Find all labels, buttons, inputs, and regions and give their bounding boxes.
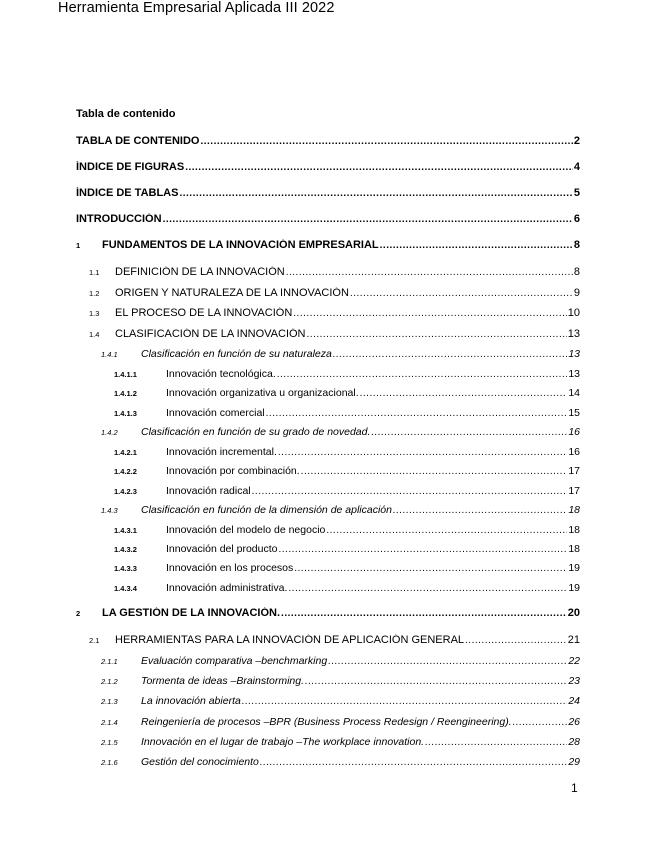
toc-entry-page: 5 <box>573 187 580 199</box>
toc-dot-leader <box>326 525 567 536</box>
toc-dot-leader <box>360 388 568 399</box>
toc-entry-title: Reingeniería de procesos –BPR (Business Process Redesign / Reengineering). <box>141 716 512 728</box>
toc-dot-leader <box>260 757 567 768</box>
toc-dot-leader <box>293 308 566 319</box>
toc-entry[interactable] <box>114 368 580 380</box>
toc-dot-leader <box>301 466 568 477</box>
toc-dot-leader <box>163 214 573 225</box>
toc-entry-number: 1 <box>76 241 81 250</box>
toc-entry[interactable] <box>114 582 580 594</box>
toc-entry-number: 1.4.3.3 <box>114 564 137 573</box>
toc-entry-title: Tormenta de ideas –Brainstorming. <box>141 675 305 687</box>
toc-entry-page: 16 <box>568 446 580 458</box>
toc-entry[interactable] <box>114 562 580 574</box>
toc-entry-page: 8 <box>573 266 580 278</box>
toc-entry[interactable] <box>101 716 580 728</box>
toc-entry-title: CLASIFICACIÓN DE LA INNOVACIÓN <box>115 328 306 340</box>
toc-entry-number: 1.4.3.4 <box>114 584 137 593</box>
toc-entry[interactable] <box>76 135 580 147</box>
toc-entry-page: 14 <box>568 387 580 399</box>
toc-dot-leader <box>305 676 567 687</box>
toc-dot-leader <box>294 563 567 574</box>
toc-entry-number: 1.4.2.2 <box>114 467 137 476</box>
toc-entry-page: 13 <box>568 348 580 360</box>
toc-entry[interactable] <box>89 266 580 278</box>
toc-entry-title: ORIGEN Y NATURALEZA DE LA INNOVACIÓN <box>115 287 349 299</box>
toc-entry[interactable] <box>76 213 580 225</box>
toc-entry-title: Innovación administrativa. <box>166 582 288 594</box>
toc-entry[interactable] <box>101 504 580 516</box>
toc-entry-title: Clasificación en función de su grado de novedad. <box>141 426 371 438</box>
toc-dot-leader <box>333 349 567 360</box>
toc-entry[interactable] <box>101 426 580 438</box>
toc-dot-leader <box>200 136 572 147</box>
running-header: Herramienta Empresarial Aplicada III 2022 <box>58 0 335 16</box>
toc-dot-leader <box>281 608 567 619</box>
toc-entry-page: 21 <box>567 634 580 646</box>
toc-entry-number: 1.4.2.3 <box>114 487 137 496</box>
toc-entry[interactable] <box>114 387 580 399</box>
toc-dot-leader <box>307 329 567 340</box>
toc-entry-number: 2.1 <box>89 636 100 645</box>
toc-entry-number: 2.1.2 <box>101 677 118 686</box>
toc-entry-page: 20 <box>567 607 580 619</box>
toc-entry-title: Innovación del producto <box>166 543 278 555</box>
toc-entry-number: 1.4 <box>89 330 100 339</box>
toc-entry-title: Innovación del modelo de negocio <box>166 524 326 536</box>
toc-entry[interactable] <box>101 348 580 360</box>
toc-entry-title: Innovación organizativa u organizacional. <box>166 387 359 399</box>
toc-entry-page: 18 <box>568 524 580 536</box>
toc-entry-page: 17 <box>568 485 580 497</box>
toc-entry-number: 2.1.3 <box>101 697 118 706</box>
toc-entry-page: 8 <box>573 239 580 251</box>
toc-entry-title: TABLA DE CONTENIDO <box>76 135 200 147</box>
toc-entry-title: Innovación tecnológica. <box>166 368 276 380</box>
toc-entry-title: EL PROCESO DE LA INNOVACIÓN <box>115 307 293 319</box>
toc-entry-title: Evaluación comparativa –benchmarking <box>141 655 328 667</box>
toc-entry-page: 23 <box>568 675 580 687</box>
toc-entry-page: 9 <box>573 287 580 299</box>
toc-dot-leader <box>279 544 568 555</box>
toc-entry[interactable] <box>114 446 580 458</box>
toc-dot-leader <box>179 188 572 199</box>
toc-entry-number: 2.1.4 <box>101 718 118 727</box>
toc-entry-page: 15 <box>568 407 580 419</box>
toc-entry-title: FUNDAMENTOS DE LA INNOVACIÓN EMPRESARIAL <box>102 239 379 251</box>
toc-dot-leader <box>380 240 573 251</box>
toc-entry[interactable] <box>76 239 580 251</box>
toc-entry-number: 1.4.3.1 <box>114 526 137 535</box>
toc-entry[interactable] <box>101 675 580 687</box>
toc-entry[interactable] <box>114 524 580 536</box>
toc-entry-page: 2 <box>573 135 580 147</box>
toc-entry[interactable] <box>114 543 580 555</box>
toc-entry[interactable] <box>89 307 580 319</box>
toc-entry-page: 18 <box>568 504 580 516</box>
toc-entry-page: 19 <box>568 582 580 594</box>
toc-dot-leader <box>425 737 567 748</box>
toc-entry-title: Innovación en el lugar de trabajo –The workplace innovation. <box>141 736 425 748</box>
toc-dot-leader <box>513 717 568 728</box>
toc-dot-leader <box>288 583 567 594</box>
toc-entry-page: 4 <box>573 161 580 173</box>
toc-entry-title: La innovación abierta <box>141 695 241 707</box>
toc-entry[interactable] <box>114 407 580 419</box>
toc-entry-page: 17 <box>568 465 580 477</box>
toc-entry[interactable] <box>101 655 580 667</box>
toc-entry-number: 2.1.1 <box>101 657 118 666</box>
toc-entry-page: 28 <box>568 736 580 748</box>
toc-entry[interactable] <box>89 287 580 299</box>
toc-entry-title: Clasificación en función de su naturaleza <box>141 348 332 360</box>
toc-entry-number: 1.2 <box>89 289 100 298</box>
toc-entry-title: Innovación en los procesos <box>166 562 294 574</box>
toc-entry-page: 29 <box>568 756 580 768</box>
toc-entry-number: 2.1.5 <box>101 738 118 747</box>
toc-entry-page: 18 <box>568 543 580 555</box>
toc-entry-number: 2.1.6 <box>101 758 118 767</box>
toc-entry[interactable] <box>114 465 580 477</box>
toc-entry-title: HERRAMIENTAS PARA LA INNOVACIÓN DE APLICACIÓN GENERAL <box>115 634 465 646</box>
page-number: 1 <box>571 781 578 795</box>
toc-entry-title: Innovación comercial <box>166 407 265 419</box>
toc-entry-page: 22 <box>568 655 580 667</box>
toc-entry[interactable] <box>101 736 580 748</box>
toc-entry-title: LA GESTIÓN DE LA INNOVACIÓN. <box>102 607 281 619</box>
toc-dot-leader <box>465 635 567 646</box>
toc-dot-leader <box>242 696 567 707</box>
toc-entry-number: 1.4.1.1 <box>114 370 137 379</box>
toc-entry-page: 13 <box>567 328 580 340</box>
toc-entry-number: 1.4.2.1 <box>114 448 137 457</box>
toc-entry[interactable] <box>101 756 580 768</box>
toc-entry[interactable] <box>76 187 580 199</box>
toc-entry-page: 26 <box>568 716 580 728</box>
toc-entry[interactable] <box>89 634 580 646</box>
toc-entry-title: DEFINICIÓN DE LA INNOVACIÓN <box>115 266 285 278</box>
toc-entry-number: 1.3 <box>89 309 100 318</box>
toc-entry-number: 1.4.1 <box>101 350 118 359</box>
toc-entry[interactable] <box>76 607 580 619</box>
toc-entry-page: 16 <box>568 426 580 438</box>
toc-entry-title: Gestión del conocimiento <box>141 756 259 768</box>
toc-entry-title: Clasificación en función de la dimensión de aplicación <box>141 504 392 516</box>
toc-dot-leader <box>371 427 567 438</box>
toc-entry-number: 1.4.3 <box>101 506 118 515</box>
toc-entry-title: Innovación por combinación. <box>166 465 300 477</box>
toc-entry[interactable] <box>101 695 580 707</box>
toc-entry-number: 1.4.1.3 <box>114 409 137 418</box>
toc-entry-page: 19 <box>568 562 580 574</box>
toc-entry-page: 10 <box>567 307 580 319</box>
toc-entry-page: 13 <box>568 368 580 380</box>
toc-dot-leader <box>185 162 573 173</box>
toc-entry[interactable] <box>114 485 580 497</box>
toc-entry[interactable] <box>76 161 580 173</box>
toc-entry-number: 1.4.3.2 <box>114 545 137 554</box>
toc-entry[interactable] <box>89 328 580 340</box>
toc-dot-leader <box>350 288 573 299</box>
toc-dot-leader <box>277 369 568 380</box>
toc-dot-leader <box>286 267 573 278</box>
toc-entry-number: 1.4.1.2 <box>114 389 137 398</box>
toc-dot-leader <box>266 408 568 419</box>
toc-entry-number: 2 <box>76 609 81 618</box>
toc-entry-title: ÍNDICE DE FIGURAS <box>76 161 185 173</box>
toc-dot-leader <box>278 447 567 458</box>
toc-entry-title: ÍNDICE DE TABLAS <box>76 187 179 199</box>
toc-entry-number: 1.1 <box>89 268 100 277</box>
toc-entry-title: Innovación incremental. <box>166 446 277 458</box>
toc-title: Tabla de contenido <box>76 108 176 120</box>
toc-dot-leader <box>252 486 568 497</box>
toc-entry-title: Innovación radical <box>166 485 251 497</box>
toc-dot-leader <box>393 505 567 516</box>
toc-entry-page: 24 <box>568 695 580 707</box>
toc-entry-title: INTRODUCCIÓN <box>76 213 162 225</box>
toc-entry-page: 6 <box>573 213 580 225</box>
toc-entry-number: 1.4.2 <box>101 428 118 437</box>
toc-dot-leader <box>328 656 567 667</box>
